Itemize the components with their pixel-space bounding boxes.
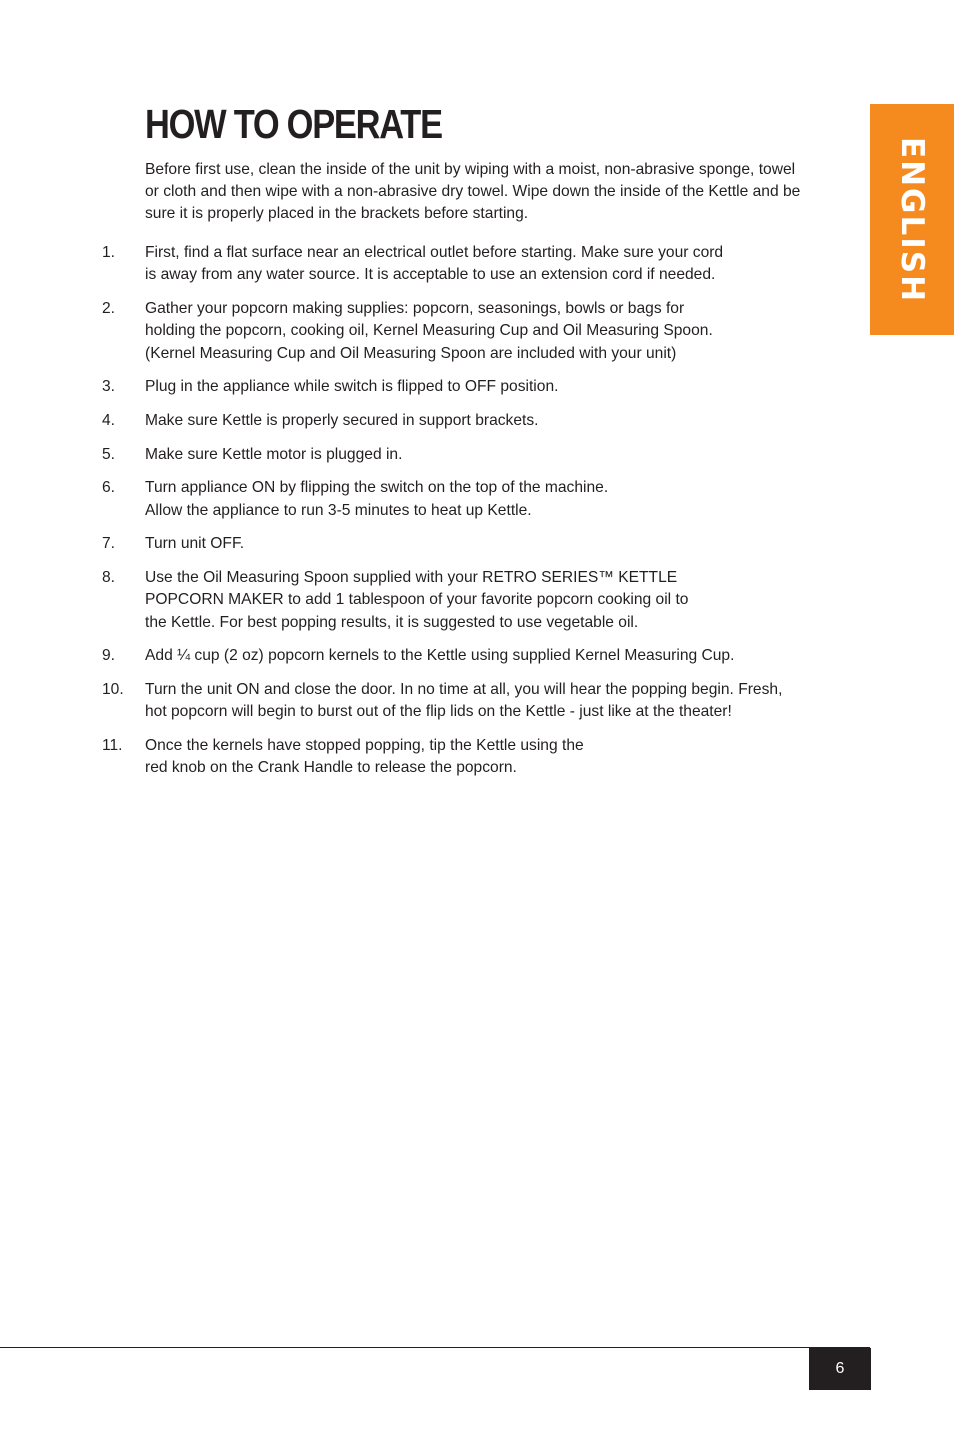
step-item — [102, 298, 862, 365]
language-tab — [870, 104, 954, 335]
step-text: Turn the unit ON and close the door. In no time at all, you will hear the popping begin. Fresh, hot popcorn will begin to burst out of the flip lids on the Kettle - just like at the theater! — [145, 680, 783, 721]
step-text: Once the kernels have stopped popping, tip the Kettle using the red knob on the Crank Handle to release the popcorn. — [145, 736, 584, 777]
step-text: Make sure Kettle is properly secured in support brackets. — [145, 412, 539, 429]
step-item — [102, 735, 862, 780]
step-number: 5. — [102, 445, 116, 463]
step-text: Gather your popcorn making supplies: popcorn, seasonings, bowls or bags for holding the popcorn, cooking oil, Kernel Measuring Cup and Oil Measuring Spoon. (Kernel Measuring Cup and Oil Measuring Spoon are included with your unit) — [145, 300, 713, 362]
step-item — [102, 444, 862, 466]
step-number: 4. — [102, 412, 116, 429]
step-number: 7. — [102, 535, 116, 553]
step-number: 9. — [102, 647, 116, 665]
step-item — [102, 410, 862, 432]
step-text: Plug in the appliance while switch is flipped to OFF position. — [145, 378, 559, 396]
step-number: 2. — [102, 300, 116, 317]
page-title: HOW TO OPERATE — [145, 101, 442, 147]
step-item — [102, 533, 862, 555]
step-text: Make sure Kettle motor is plugged in. — [145, 445, 403, 463]
step-text: Turn unit OFF. — [145, 535, 245, 553]
step-text: Use the Oil Measuring Spoon supplied with your RETRO SERIES™ KETTLE POPCORN MAKER to add 1 tablespoon of your favorite popcorn cooking oil to the Kettle. For best popping results, it is suggested to use vegetable oil. — [145, 568, 689, 631]
step-item — [102, 679, 862, 724]
step-item — [102, 242, 862, 287]
step-number: 3. — [102, 378, 116, 396]
step-text: Turn appliance ON by flipping the switch on the top of the machine. Allow the appliance to run 3-5 minutes to heat up Kettle. — [145, 479, 609, 519]
page-number: 6 — [809, 1348, 871, 1390]
step-text: Add ¼ cup (2 oz) popcorn kernels to the Kettle using supplied Kernel Measuring Cup. — [145, 647, 735, 665]
intro-paragraph: Before first use, clean the inside of the unit by wiping with a moist, non-abrasive sponge, towel or cloth and then wipe with a non-abrasive dry towel. Wipe down the inside of the Kettle and be sure it is properly placed in the brackets before starting. — [145, 161, 801, 222]
step-item — [102, 376, 862, 398]
step-number: 8. — [102, 568, 116, 586]
step-number: 6. — [102, 479, 116, 497]
step-item — [102, 477, 862, 522]
step-number: 1. — [102, 244, 116, 261]
step-number: 11. — [102, 736, 123, 754]
steps-list — [102, 242, 862, 791]
step-item — [102, 645, 862, 667]
step-text: First, find a flat surface near an electrical outlet before starting. Make sure your cord is away from any water source. It is acceptable to use an extension cord if needed. — [145, 244, 724, 284]
footer-divider — [0, 1347, 870, 1348]
step-item — [102, 567, 862, 634]
language-tab-label: ENGLISH — [894, 136, 930, 304]
step-number: 10. — [102, 680, 124, 698]
